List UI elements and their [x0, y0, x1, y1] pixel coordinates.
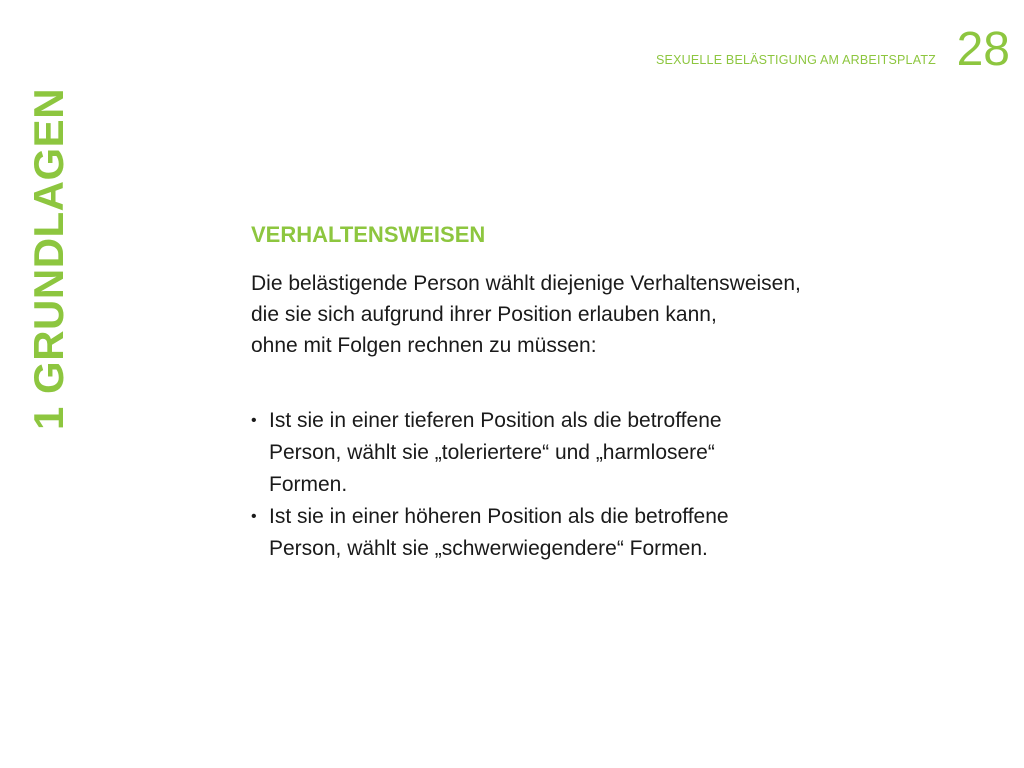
bullet-icon: •	[251, 412, 257, 429]
bullet-line: Ist sie in einer tieferen Position als die betroffene	[269, 409, 722, 432]
bullet-line: Ist sie in einer höheren Position als die betroffene	[269, 505, 729, 528]
bullet-list	[251, 405, 971, 565]
intro-line: ohne mit Folgen rechnen zu müssen:	[251, 334, 597, 357]
section-heading: VERHALTENSWEISEN	[251, 222, 486, 247]
intro-paragraph	[251, 268, 971, 361]
bullet-line: Person, wählt sie „schwerwiegendere“ Formen.	[269, 537, 708, 560]
intro-line: Die belästigende Person wählt diejenige Verhaltensweisen,	[251, 272, 801, 295]
bullet-line: Formen.	[269, 473, 348, 496]
bullet-line: Person, wählt sie „toleriertere“ und „harmlosere“	[269, 441, 715, 464]
bullet-item	[251, 501, 971, 565]
header-subtitle: SEXUELLE BELÄSTIGUNG AM ARBEITSPLATZ	[656, 53, 936, 67]
chapter-title: 1 GRUNDLAGEN	[25, 87, 72, 430]
bullet-icon: •	[251, 508, 257, 525]
intro-line: die sie sich aufgrund ihrer Position erlauben kann,	[251, 303, 717, 326]
page-number: 28	[956, 23, 1010, 76]
bullet-item	[251, 405, 971, 501]
